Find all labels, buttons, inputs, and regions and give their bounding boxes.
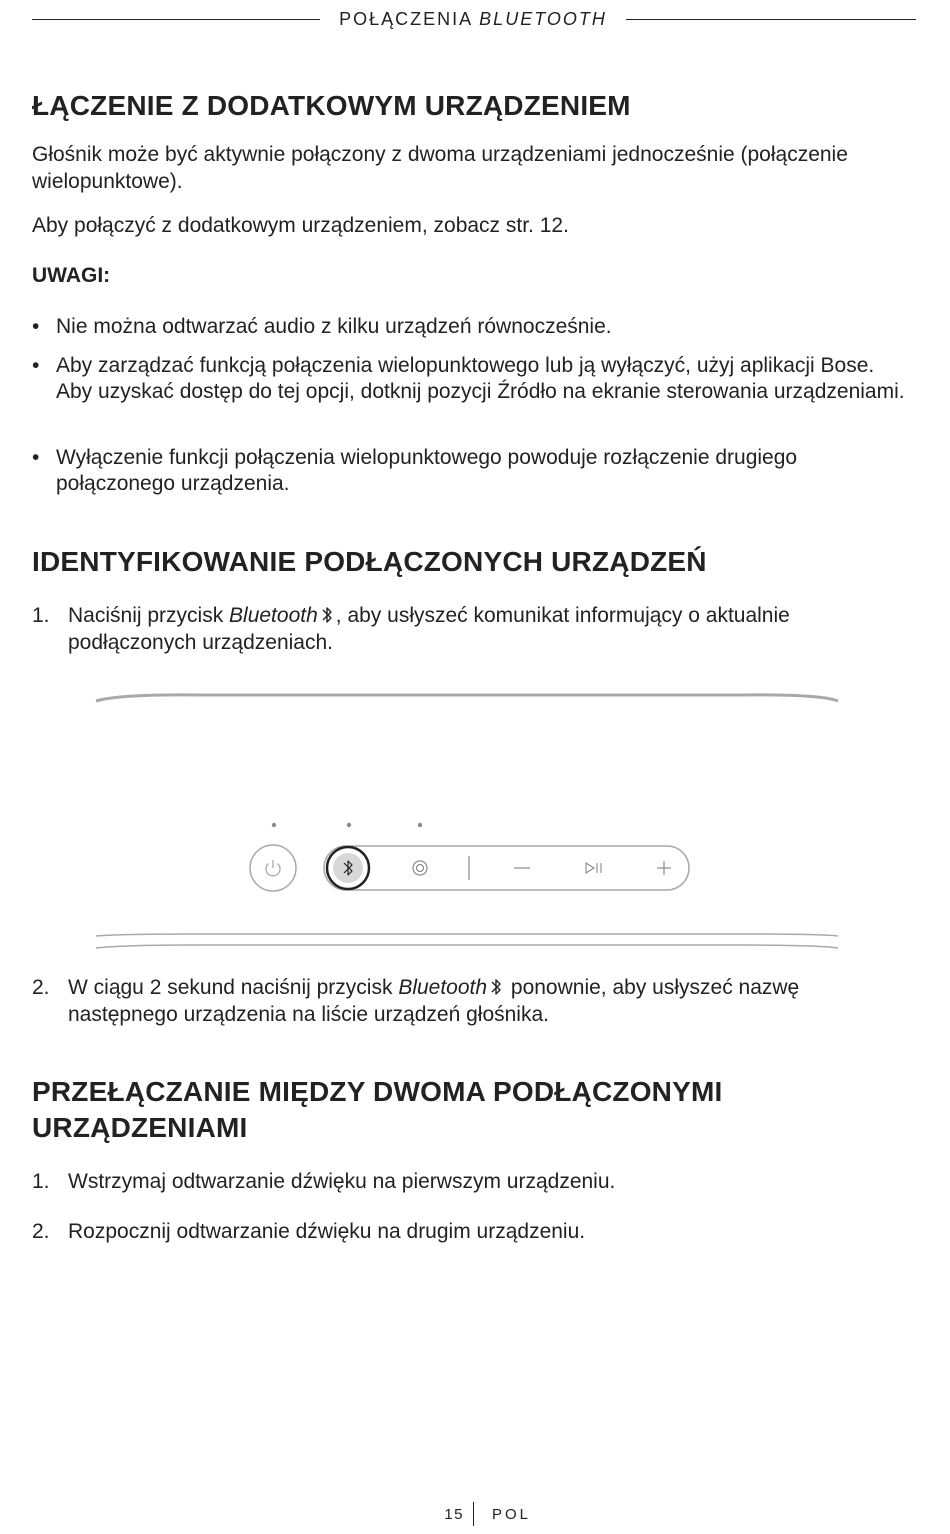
status-light — [347, 823, 351, 827]
step-number: 2. — [32, 976, 50, 999]
header-rule-right — [626, 19, 916, 20]
status-light — [418, 823, 422, 827]
section-heading-identify-devices: IDENTYFIKOWANIE PODŁĄCZONYCH URZĄDZEŃ — [32, 546, 707, 577]
page-number: 15 — [444, 1506, 464, 1523]
speaker-bottom-edge — [96, 934, 838, 936]
step-text: Wstrzymaj odtwarzanie dźwięku na pierwszym urządzeniu. — [68, 1170, 616, 1193]
section-heading-switch-devices: PRZEŁĄCZANIE MIĘDZY DWOMA PODŁĄCZONYMI URZĄDZENIAMI — [32, 1076, 723, 1143]
control-bar — [324, 846, 689, 890]
speaker-bottom-edge — [96, 945, 838, 948]
step-text: W ciągu 2 sekund naciśnij przycisk Bluetooth ponownie, aby usłyszeć nazwę następnego urządzenia na liście urządzeń głośnika. — [68, 976, 800, 1026]
header-title: POŁĄCZENIA BLUETOOTH — [339, 9, 607, 29]
language-code: POL — [492, 1506, 532, 1523]
speaker-controls-illustration — [0, 680, 950, 960]
note-text: Aby zarządzać funkcją połączenia wielopunktowego lub ją wyłączyć, użyj aplikacji Bose. Aby uzyskać dostęp do tej opcji, dotknij pozycji Źródło na ekranie sterowania urządzeniami. — [56, 354, 905, 403]
status-light — [272, 823, 276, 827]
section-heading-additional-device: ŁĄCZENIE Z DODATKOWYM URZĄDZENIEM — [32, 90, 631, 121]
page-footer — [0, 1500, 950, 1530]
step-number: 2. — [32, 1220, 50, 1243]
footer-divider — [473, 1502, 474, 1526]
step-number: 1. — [32, 604, 50, 627]
bullet-mark: • — [32, 315, 40, 338]
speaker-top-edge — [96, 695, 838, 701]
note-text: Nie można odtwarzać audio z kilku urządzeń równocześnie. — [56, 315, 612, 338]
bluetooth-icon — [489, 977, 503, 997]
paragraph-see-page: Aby połączyć z dodatkowym urządzeniem, zobacz str. 12. — [32, 214, 569, 237]
bullet-mark: • — [32, 354, 40, 377]
step-number: 1. — [32, 1170, 50, 1193]
header-rule-left — [32, 19, 320, 20]
note-text: Wyłączenie funkcji połączenia wielopunktowego powoduje rozłączenie drugiego połączonego urządzenia. — [56, 446, 798, 495]
notes-title: UWAGI: — [32, 264, 111, 287]
page-header — [32, 6, 916, 34]
step-text: Naciśnij przycisk Bluetooth , aby usłyszeć komunikat informujący o aktualnie podłączonych urządzeniach. — [68, 604, 790, 654]
header-title-italic: BLUETOOTH — [479, 9, 607, 29]
step-text: Rozpocznij odtwarzanie dźwięku na drugim urządzeniu. — [68, 1220, 586, 1243]
bullet-mark: • — [32, 446, 40, 469]
paragraph-multipoint: Głośnik może być aktywnie połączony z dwoma urządzeniami jednocześnie (połączenie wielopunktowe). — [32, 143, 848, 193]
bluetooth-icon — [320, 605, 334, 625]
